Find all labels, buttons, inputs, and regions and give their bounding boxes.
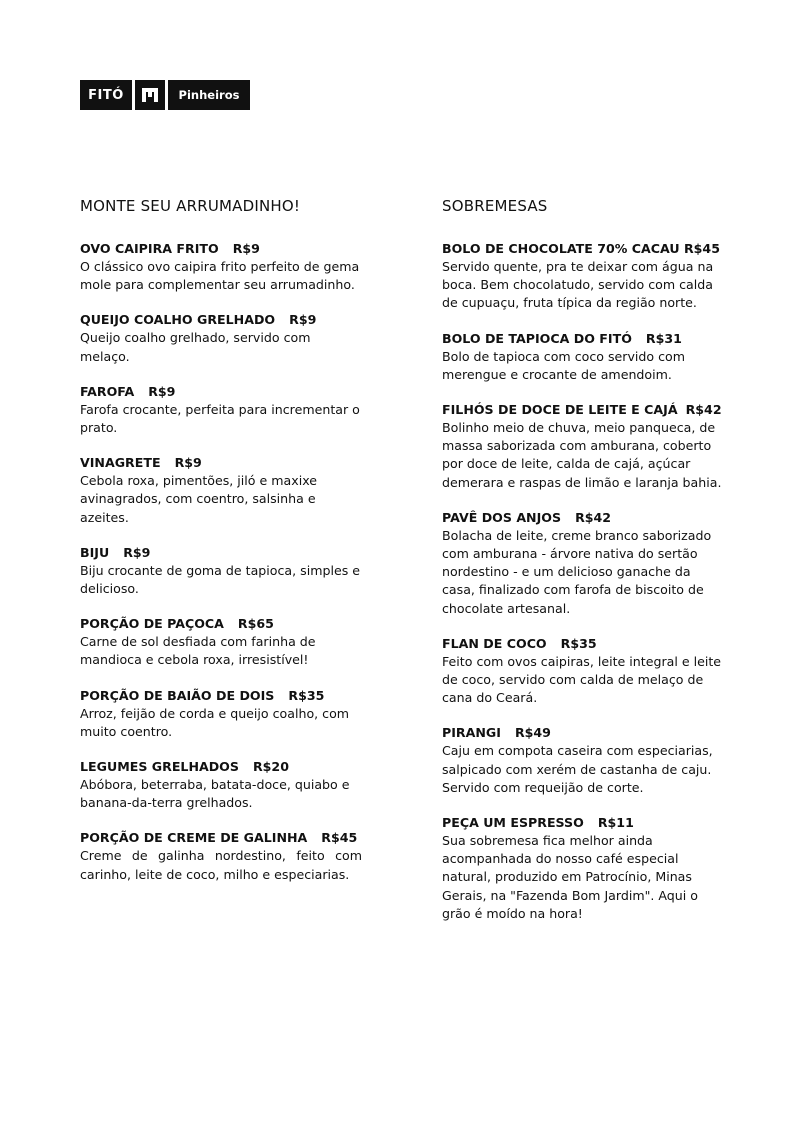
item-name: FLAN DE COCO <box>442 635 547 651</box>
item-name: BOLO DE TAPIOCA DO FITÓ <box>442 330 632 346</box>
menu-item <box>80 311 362 365</box>
item-description: Bolacha de leite, creme branco saborizado com amburana - árvore nativa do sertão nordestino - e um delicioso ganache da casa, finalizado com farofa de biscoito de chocolate artesanal. <box>442 527 712 616</box>
item-price: R$9 <box>289 312 317 328</box>
item-name: QUEIJO COALHO GRELHADO <box>80 312 276 328</box>
item-name: PORÇÃO DE CREME DE GALINHA <box>80 830 308 846</box>
item-price: R$20 <box>252 759 289 775</box>
menu-item <box>80 758 362 812</box>
item-description: Bolinho meio de chuva, meio panqueca, de massa saborizada com amburana, coberto por doce de leite, calda de cajá, açúcar demerara e raspas de limão e laranja bahia. <box>442 420 722 490</box>
menu-item <box>442 240 726 313</box>
item-description: Bolo de tapioca com coco servido com merengue e crocante de amendoim. <box>442 348 685 382</box>
item-name: BOLO DE CHOCOLATE 70% CACAU <box>442 241 680 256</box>
item-price: R$42 <box>685 402 722 418</box>
item-description: Arroz, feijão de corda e queijo coalho, com muito coentro. <box>80 705 350 739</box>
location-label: Pinheiros <box>168 80 250 110</box>
item-description: Servido quente, pra te deixar com água na boca. Bem chocolatudo, servido com calda de cupuaçu, fruta típica da região norte. <box>442 259 714 311</box>
item-name: LEGUMES GRELHADOS <box>80 759 239 775</box>
item-price: R$35 <box>560 635 597 651</box>
menu-item <box>442 814 726 923</box>
item-description: O clássico ovo caipira frito perfeito de gema mole para complementar seu arrumadinho. <box>80 259 360 293</box>
item-price: R$45 <box>683 241 720 256</box>
menu-item <box>80 454 362 527</box>
item-name: PAVÊ DOS ANJOS <box>442 509 562 525</box>
item-price: R$35 <box>288 687 325 703</box>
section-title: MONTE SEU ARRUMADINHO! <box>80 197 301 215</box>
item-price: R$9 <box>148 383 176 399</box>
item-description: Carne de sol desfiada com farinha de mandioca e cebola roxa, irresistível! <box>80 634 316 668</box>
sobremesas-section <box>442 196 726 940</box>
item-name: PEÇA UM ESPRESSO <box>442 815 584 831</box>
item-name: PORÇÃO DE BAIÃO DE DOIS <box>80 687 275 703</box>
item-price: R$9 <box>123 544 151 560</box>
menu-item <box>80 615 362 669</box>
item-price: R$31 <box>645 330 682 346</box>
item-description: Biju crocante de goma de tapioca, simples e delicioso. <box>80 562 361 597</box>
item-description: Abóbora, beterraba, batata-doce, quiabo e banana-da-terra grelhados. <box>80 777 350 811</box>
item-price: R$49 <box>514 725 551 741</box>
item-description: Feito com ovos caipiras, leite integral e leite de coco, servido com calda de melaço de cana do Ceará. <box>442 653 722 706</box>
item-description: Farofa crocante, perfeita para incrementar o prato. <box>80 401 360 436</box>
restaurant-mark-icon <box>135 80 165 110</box>
item-name: FILHÓS DE DOCE DE LEITE E CAJÁ <box>442 402 678 418</box>
brand-logo <box>80 80 250 110</box>
item-description: Creme de galinha nordestino, feito com carinho, leite de coco, milho e especiarias. <box>80 848 362 882</box>
section-title: SOBREMESAS <box>442 197 548 215</box>
menu-item <box>80 240 362 294</box>
brand-wordmark: FITÓ <box>80 80 132 110</box>
item-description: Sua sobremesa fica melhor ainda acompanhada do nosso café especial natural, produzido em Patrocínio, Minas Gerais, na "Fazenda Bom Jardim". Aqui o grão é moído na hora! <box>442 833 698 921</box>
item-description: Queijo coalho grelhado, servido com melaço. <box>80 330 311 364</box>
item-name: PIRANGI <box>442 725 501 741</box>
item-name: OVO CAIPIRA FRITO <box>80 241 219 256</box>
item-price: R$45 <box>321 830 358 846</box>
item-price: R$9 <box>232 241 260 256</box>
item-description: Caju em compota caseira com especiarias, salpicado com xerém de castanha de caju. Servido com requeijão de corte. <box>442 743 713 795</box>
item-name: PORÇÃO DE PAÇOCA <box>80 616 224 632</box>
item-description: Cebola roxa, pimentões, jiló e maxixe avinagrados, com coentro, salsinha e azeites. <box>80 473 318 525</box>
item-price: R$11 <box>597 815 634 831</box>
menu-item <box>442 330 726 384</box>
arrumadinho-section <box>80 196 362 901</box>
item-name: BIJU <box>80 544 110 560</box>
item-name: FAROFA <box>80 383 135 399</box>
menu-item <box>80 544 362 598</box>
item-name: VINAGRETE <box>80 455 161 471</box>
menu-item <box>80 687 362 741</box>
menu-item <box>442 401 726 492</box>
item-price: R$65 <box>237 616 274 632</box>
menu-item <box>442 509 726 618</box>
menu-item <box>80 383 362 437</box>
menu-item <box>442 724 726 797</box>
menu-item <box>442 635 726 708</box>
menu-item <box>80 829 362 883</box>
item-price: R$42 <box>575 509 612 525</box>
item-price: R$9 <box>174 455 202 471</box>
